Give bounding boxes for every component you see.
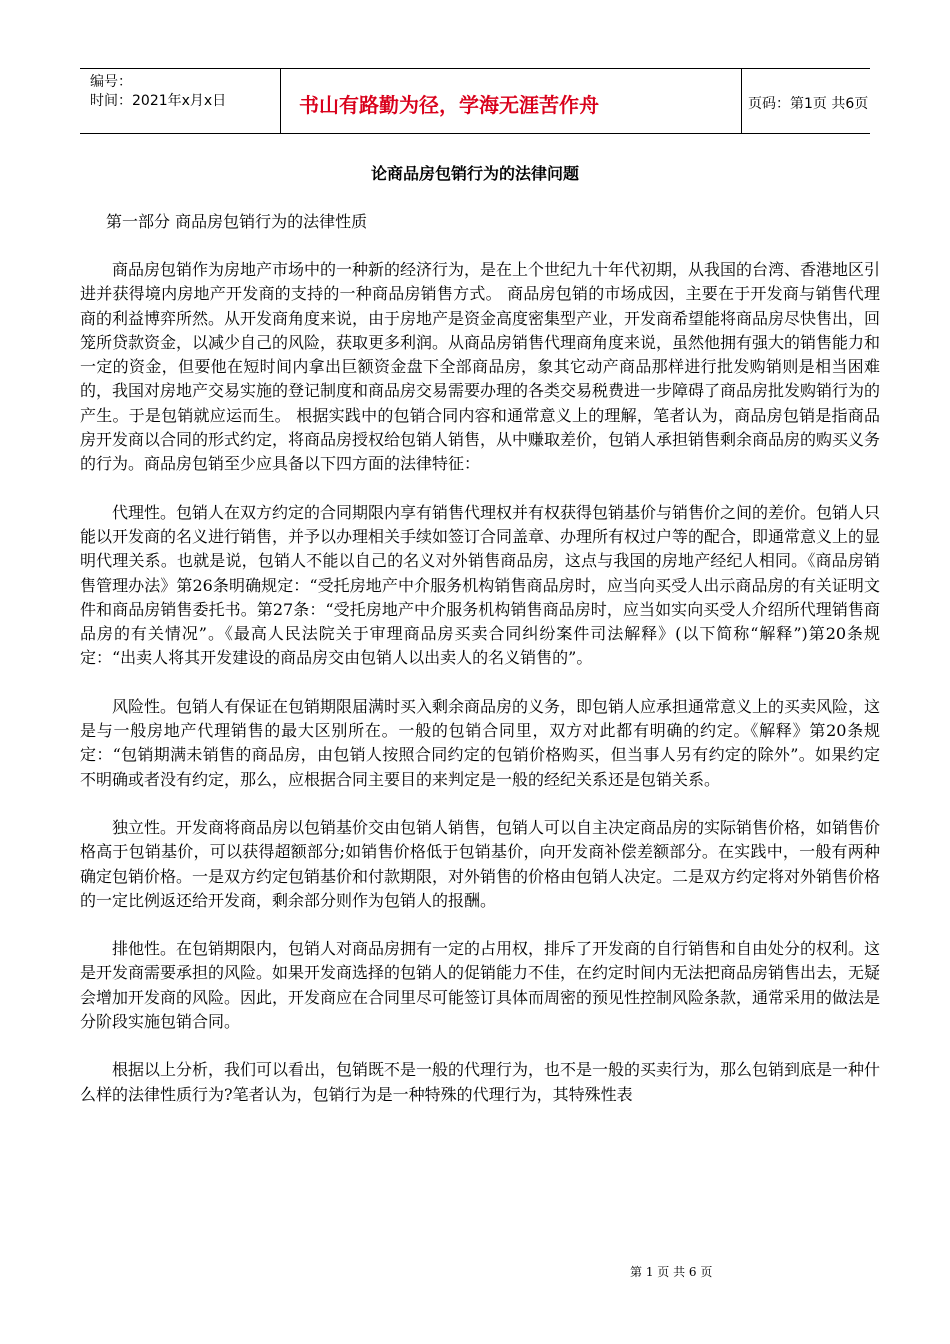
page-header [80,68,870,134]
header-motto: 书山有路勤为径，学海无涯苦作舟 [299,93,599,117]
paragraph-exclusivity: 排他性。在包销期限内，包销人对商品房拥有一定的占用权，排斥了开发商的自行销售和自由处分的权利。这是开发商需要承担的风险。如果开发商选择的包销人的促销能力不佳，在约定时间内无法把商品房销售出去，无疑会增加开发商的风险。因此，开发商应在合同里尽可能签订具体而周密的预见性控制风险条款，通常采用的做法是分阶段实施包销合同。 [80,939,881,1032]
paragraph-conclusion: 根据以上分析，我们可以看出，包销既不是一般的代理行为，也不是一般的买卖行为，那么包销到底是一种什么样的法律性质行为?笔者认为，包销行为是一种特殊的代理行为，其特殊性表 [80,1060,881,1104]
paragraph-independence: 独立性。开发商将商品房以包销基价交由包销人销售，包销人可以自主决定商品房的实际销售价格，如销售价格高于包销基价，可以获得超额部分;如销售价格低于包销基价，向开发商补偿差额部分。在实践中，一般有两种确定包销价格。一是双方约定包销基价和付款期限，对外销售的价格由包销人决定。二是双方约定将对外销售价格的一定比例返还给开发商，剩余部分则作为包销人的报酬。 [80,817,881,910]
paragraph-intro: 商品房包销作为房地产市场中的一种新的经济行为，是在上个世纪九十年代初期，从我国的台湾、香港地区引进并获得境内房地产开发商的支持的一种商品房销售方式。 商品房包销的市场成因，主要在于开发商与销售代理商的利益博弈所然。从开发商角度来说，由于房地产是资金高度密集型产业，开发商希望能将商品房尽快售出，回笼所贷款资金，以减少自己的风险，获取更多利润。从商品房销售代理商角度来说，虽然他拥有强大的销售能力和一定的资金，但要他在短时间内拿出巨额资金盘下全部商品房，象其它动产商品那样进行批发购销则是相当困难的，我国对房地产交易实施的登记制度和商品房交易需要办理的各类交易税费进一步障碍了商品房批发购销行为的产生。于是包销就应运而生。 根据实践中的包销合同内容和通常意义上的理解，笔者认为，商品房包销是指商品房开发商以合同的形式约定，将商品房授权给包销人销售，从中赚取差价，包销人承担销售剩余商品房的购买义务的行为。商品房包销至少应具备以下四方面的法律特征： [80,260,881,474]
document-title: 论商品房包销行为的法律问题 [370,164,579,183]
page-footer: 第 1 页 共 6 页 [630,1265,713,1279]
paragraph-risk: 风险性。包销人有保证在包销期限届满时买入剩余商品房的义务，即包销人应承担通常意义上的买卖风险，这是与一般房地产代理销售的最大区别所在。一般的包销合同里，双方对此都有明确的约定。《解释》第20条规定：“包销期满未销售的商品房，由包销人按照合同约定的包销价格购买，但当事人另有约定的除外”。如果约定不明确或者没有约定，那么，应根据合同主要目的来判定是一般的经纪关系还是包销关系。 [80,696,881,789]
header-meta [80,69,280,133]
document-time: 时间：2021年x月x日 [90,93,227,109]
document-body [80,258,880,1131]
header-motto-cell [280,69,742,133]
header-page-number: 页码：第1页 共6页 [748,96,869,112]
document-number-label: 编号： [90,74,132,90]
paragraph-agency: 代理性。包销人在双方约定的合同期限内享有销售代理权并有权获得包销基价与销售价之间的差价。包销人只能以开发商的名义进行销售，并予以办理相关手续如签订合同盖章、办理所有权过户等的配合，即通常意义上的显明代理关系。也就是说，包销人不能以自己的名义对外销售商品房，这点与我国的房地产经纪人相同。《商品房销售管理办法》第26条明确规定：“受托房地产中介服务机构销售商品房时，应当向买受人出示商品房的有关证明文件和商品房销售委托书。第27条：“受托房地产中介服务机构销售商品房时，应当如实向买受人介绍所代理销售商品房的有关情况”。《最高人民法院关于审理商品房买卖合同纠纷案件司法解释》(以下简称“解释”)第20条规定：“出卖人将其开发建设的商品房交由包销人以出卖人的名义销售的”。 [80,502,881,668]
section-heading: 第一部分 商品房包销行为的法律性质 [106,212,368,231]
